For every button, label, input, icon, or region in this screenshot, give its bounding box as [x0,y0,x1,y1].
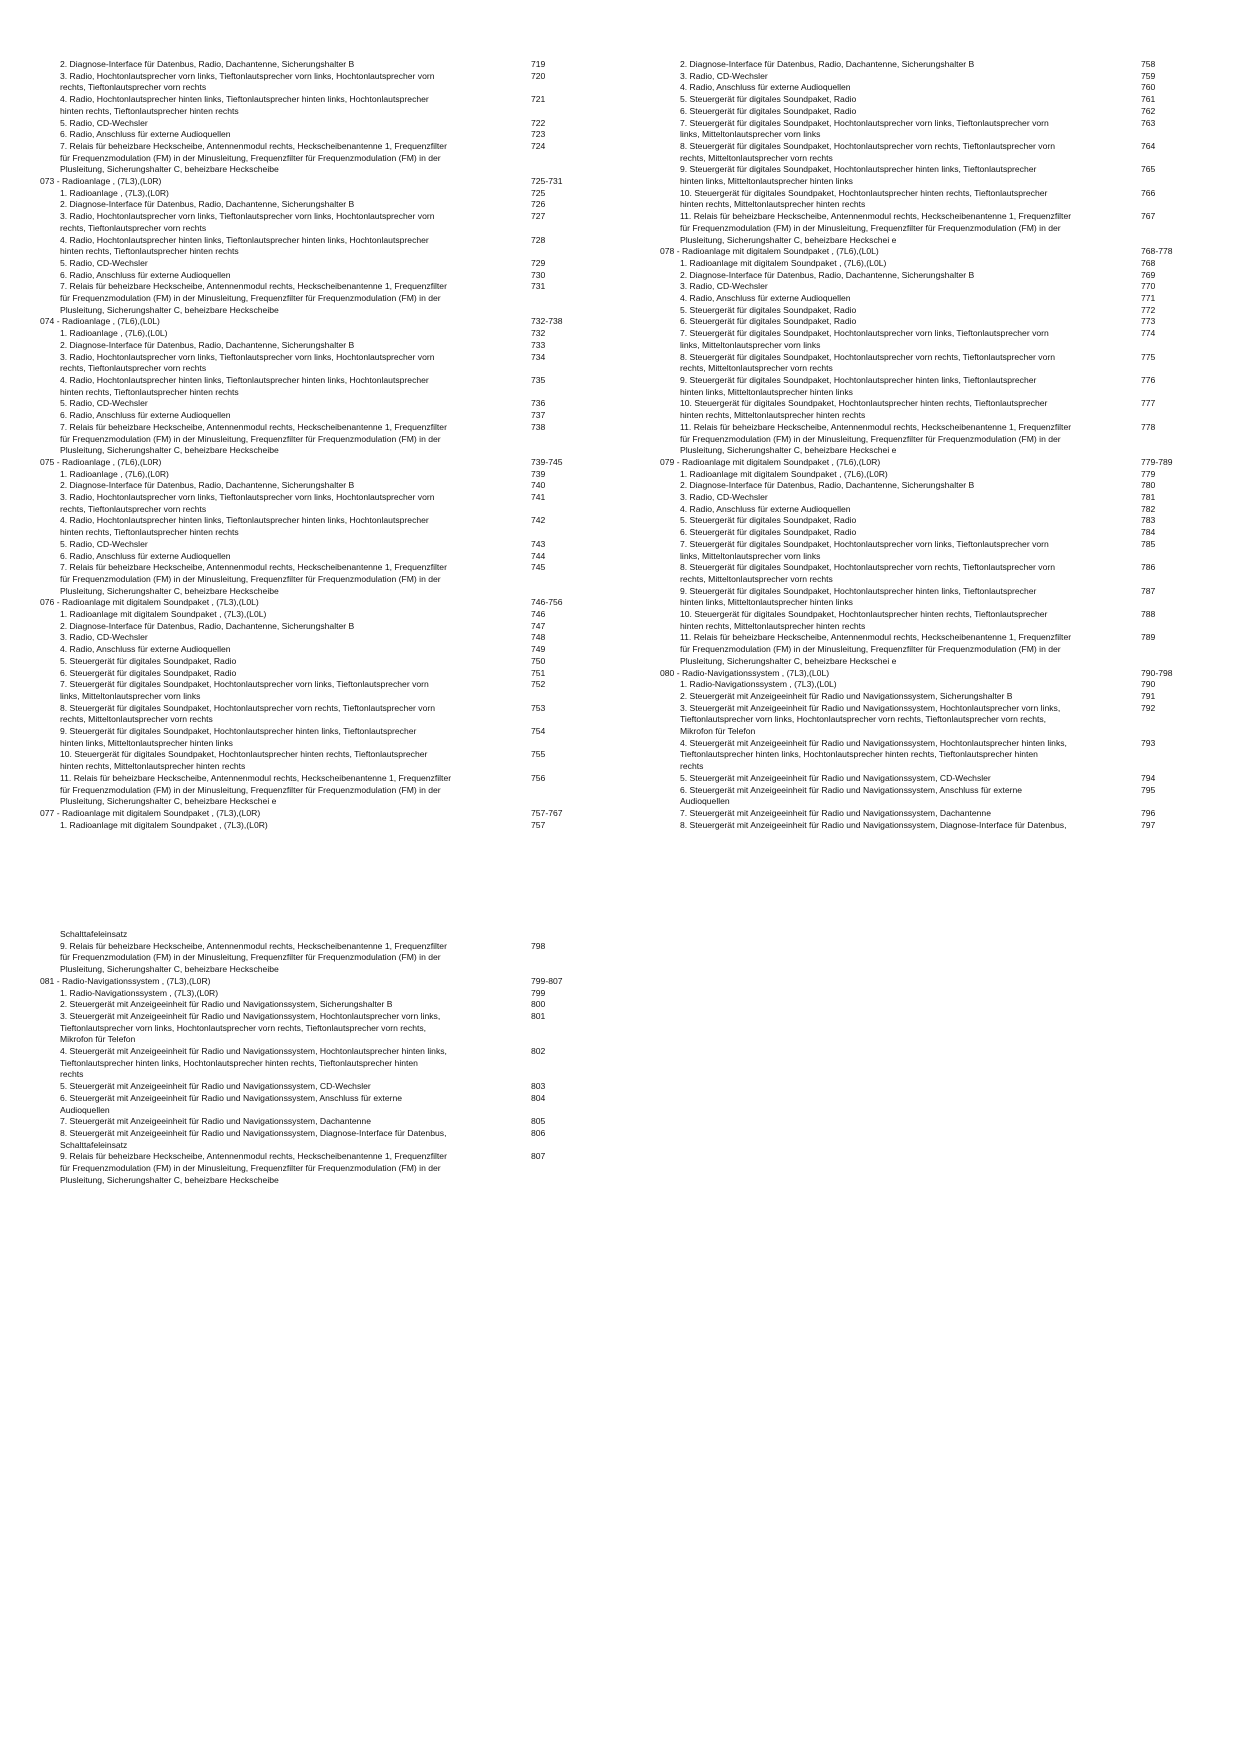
toc-entry [660,422,1205,457]
toc-entry [660,118,1205,141]
toc-entry-title: 8. Steuergerät mit Anzeigeeinheit für Radio und Navigationssystem, Diagnose-Interface für Datenbus, Schalttafeleinsatz [60,1127,447,1150]
toc-entry-title: Schalttafeleinsatz [60,929,128,939]
toc-entry-title: 6. Steuergerät mit Anzeigeeinheit für Radio und Navigationssystem, Anschluss für externe Audioquellen [60,1092,403,1115]
toc-entry-title: 3. Radio, CD-Wechsler [60,632,148,643]
toc-page-number: 806 [531,1127,546,1138]
toc-entry [40,211,585,234]
toc-page-number: 776 [1141,374,1156,385]
toc-entry-title: 080 - Radio-Navigationssystem , (7L3),(L0L) [660,667,830,678]
toc-page-number: 801 [531,1010,546,1021]
toc-page-number: 799 [531,987,546,998]
toc-page-number: 796 [1141,808,1156,818]
toc-entry-title: 7. Relais für beheizbare Heckscheibe, Antennenmodul rechts, Heckscheibenantenne 1, Frequenzfilter für Frequenzmodulation (FM) in der Minusleitung, Frequenzfilter für Frequenzmodulation (FM) in der Plusleitung, Sicherungshalter C, beheizbare Heckscheibe [60,281,447,315]
toc-entry [660,164,1205,187]
toc-page-number: 744 [531,550,546,561]
toc-entry-title: 3. Radio, CD-Wechsler [680,281,768,292]
toc-entry-title: 4. Steuergerät mit Anzeigeeinheit für Radio und Navigationssystem, Hochtonlautsprecher hinten links, Tieftonlautsprecher hinten links, Hochtonlautsprecher hinten rechts, Tieftonlautsprecher hinten rechts [60,1046,447,1080]
toc-entry-title: 077 - Radioanlage mit digitalem Soundpaket , (7L3),(L0R) [40,808,261,818]
toc-entry [40,141,585,176]
toc-entry [660,352,1205,375]
toc-entry-title: 5. Steuergerät für digitales Soundpaket, Radio [680,304,857,315]
toc-entry [660,773,1205,785]
toc-entry [660,504,1205,516]
toc-entry-title: 4. Radio, Anschluss für externe Audioquellen [680,503,851,514]
toc-bottom-column [40,929,585,1186]
toc-entry [660,586,1205,609]
toc-entry-title: 6. Radio, Anschluss für externe Audioquellen [60,410,231,421]
toc-entry [660,211,1205,246]
toc-section-heading [40,176,585,188]
toc-entry-title: 7. Steuergerät für digitales Soundpaket, Hochtonlautsprecher vorn links, Tieftonlautsprecher vorn links, Mitteltonlautsprecher vorn links [680,328,1049,350]
toc-entry-title: 5. Steuergerät mit Anzeigeeinheit für Radio und Navigationssystem, CD-Wechsler [60,1081,371,1092]
toc-page-number: 743 [531,538,546,549]
toc-entry-title: 2. Diagnose-Interface für Datenbus, Radio, Dachantenne, Sicherungshalter B [60,620,355,631]
toc-page-number: 782 [1141,503,1156,514]
toc-entry-title: 5. Radio, CD-Wechsler [60,257,148,268]
toc-page-number: 761 [1141,94,1156,105]
toc-entry-title: 9. Relais für beheizbare Heckscheibe, Antennenmodul rechts, Heckscheibenantenne 1, Frequenzfilter für Frequenzmodulation (FM) in der Minusleitung, Frequenzfilter für Frequenzmodulation (FM) in der Plusleitung, Sicherungshalter C, beheizbare Heckscheibe [60,1151,447,1185]
toc-entry [40,59,585,71]
toc-entry-title: 2. Diagnose-Interface für Datenbus, Radio, Dachantenne, Sicherungshalter B [60,339,355,350]
toc-entry [660,375,1205,398]
toc-entry [660,82,1205,94]
toc-entry-title: 5. Steuergerät mit Anzeigeeinheit für Radio und Navigationssystem, CD-Wechsler [680,772,991,783]
toc-entry [660,469,1205,481]
toc-entry [40,644,585,656]
toc-page-number: 749 [531,644,546,655]
toc-page-number: 736 [531,398,546,409]
toc-entry-title: 11. Relais für beheizbare Heckscheibe, Antennenmodul rechts, Heckscheibenantenne 1, Frequenzfilter für Frequenzmodulation (FM) in der Minusleitung, Frequenzfilter für Frequenzmodulation (FM) in der Plusleitung, Sicherungshalter C, beheizbare Heckschei e [680,211,1072,245]
toc-page-number: 779 [1141,468,1156,479]
toc-entry-title: 2. Steuergerät mit Anzeigeeinheit für Radio und Navigationssystem, Sicherungshalter B [680,690,1013,701]
toc-page-number: 790-798 [1141,667,1173,678]
toc-entry-title: 7. Steuergerät für digitales Soundpaket, Hochtonlautsprecher vorn links, Tieftonlautsprecher vorn links, Mitteltonlautsprecher vorn links [680,117,1049,140]
toc-entry-title: 4. Radio, Anschluss für externe Audioquellen [680,82,851,93]
toc-section-heading [40,976,585,988]
toc-entry [40,609,585,621]
toc-entry-title: 9. Relais für beheizbare Heckscheibe, Antennenmodul rechts, Heckscheibenantenne 1, Frequenzfilter für Frequenzmodulation (FM) in der Minusleitung, Frequenzfilter für Frequenzmodulation (FM) in der Plusleitung, Sicherungshalter C, beheizbare Heckscheibe [60,940,447,975]
toc-entry [40,352,585,375]
toc-page-number: 742 [531,515,546,526]
toc-page-number: 778 [1141,421,1156,432]
toc-entry [40,422,585,457]
toc-page-number: 753 [531,702,546,713]
toc-entry-title: 1. Radioanlage , (7L6),(L0R) [60,468,169,479]
toc-entry [40,551,585,563]
toc-entry [40,480,585,492]
toc-entry [660,691,1205,703]
toc-page-number: 755 [531,749,546,760]
toc-page-number: 771 [1141,293,1156,304]
toc-page-number: 788 [1141,609,1156,620]
toc-entry [40,71,585,94]
toc-page-number: 795 [1141,784,1156,795]
toc-entry [40,258,585,270]
toc-entry [40,656,585,668]
toc-entry-title: 5. Steuergerät für digitales Soundpaket, Radio [680,515,857,526]
toc-page-number: 793 [1141,737,1156,748]
toc-entry-title: 6. Steuergerät für digitales Soundpaket, Radio [680,316,857,327]
toc-entry [40,1116,585,1128]
toc-entry [40,539,585,551]
toc-entry [40,703,585,726]
toc-page-number: 763 [1141,117,1156,128]
toc-entry [40,328,585,340]
toc-entry-title: 6. Steuergerät für digitales Soundpaket, Radio [60,667,237,678]
toc-entry-title: 7. Steuergerät für digitales Soundpaket, Hochtonlautsprecher vorn links, Tieftonlautsprecher vorn links, Mitteltonlautsprecher vorn links [60,679,429,701]
toc-page-number: 752 [531,679,546,690]
toc-section-heading [660,246,1205,258]
toc-entry [660,316,1205,328]
toc-page-number: 780 [1141,480,1156,491]
toc-page-number: 769 [1141,269,1156,280]
toc-entry-title: 11. Relais für beheizbare Heckscheibe, Antennenmodul rechts, Heckscheibenantenne 1, Frequenzfilter für Frequenzmodulation (FM) in der Minusleitung, Frequenzfilter für Frequenzmodulation (FM) in der Plusleitung, Sicherungshalter C, beheizbare Heckschei e [680,421,1072,456]
toc-entry-title: 9. Steuergerät für digitales Soundpaket, Hochtonlautsprecher hinten links, Tieftonlautsprecher hinten links, Mitteltonlautsprecher hinten links [680,374,1037,397]
toc-entry [40,999,585,1011]
toc-entry [660,609,1205,632]
toc-page-number: 786 [1141,562,1156,573]
toc-page-number: 770 [1141,281,1156,292]
toc-entry-title: 2. Diagnose-Interface für Datenbus, Radio, Dachantenne, Sicherungshalter B [680,480,975,491]
toc-entry [40,375,585,398]
toc-entry [660,328,1205,351]
toc-page-number: 731 [531,281,546,292]
toc-entry [40,988,585,1000]
toc-entry [40,1011,585,1046]
toc-entry-title: 9. Steuergerät für digitales Soundpaket, Hochtonlautsprecher hinten links, Tieftonlautsprecher hinten links, Mitteltonlautsprecher hinten links [680,164,1037,187]
toc-page-number: 768 [1141,257,1156,268]
toc-entry-title: 2. Diagnose-Interface für Datenbus, Radio, Dachantenne, Sicherungshalter B [60,199,355,210]
toc-entry-title: 7. Relais für beheizbare Heckscheibe, Antennenmodul rechts, Heckscheibenantenne 1, Frequenzfilter für Frequenzmodulation (FM) in der Minusleitung, Frequenzfilter für Frequenzmodulation (FM) in der Plusleitung, Sicherungshalter C, beheizbare Heckscheibe [60,421,447,456]
toc-page-number: 797 [1141,819,1156,830]
toc-entry-title: 10. Steuergerät für digitales Soundpaket, Hochtonlautsprecher hinten rechts, Tieftonlautsprecher hinten rechts, Mitteltonlautsprecher hinten rechts [680,398,1048,421]
toc-section-heading [660,668,1205,680]
toc-page-number: 733 [531,339,546,350]
toc-entry-title: 4. Radio, Hochtonlautsprecher hinten links, Tieftonlautsprecher hinten links, Hochtonlautsprecher hinten rechts, Tieftonlautsprecher hinten rechts [60,234,429,257]
toc-page-number: 774 [1141,328,1156,339]
toc-page-number: 760 [1141,82,1156,93]
toc-page-number: 745 [531,562,546,573]
toc-page-number: 725 [531,187,546,198]
toc-entry [40,941,585,976]
toc-page-number: 734 [531,351,546,362]
toc-entry [660,738,1205,773]
toc-entry [40,469,585,481]
toc-entry [40,188,585,200]
toc-entry [40,679,585,702]
toc-page-number: 790 [1141,679,1156,690]
toc-entry-title: 11. Relais für beheizbare Heckscheibe, Antennenmodul rechts, Heckscheibenantenne 1, Frequenzfilter für Frequenzmodulation (FM) in der Minusleitung, Frequenzfilter für Frequenzmodulation (FM) in der Plusleitung, Sicherungshalter C, beheizbare Heckschei e [60,772,452,807]
toc-entry-title: 6. Radio, Anschluss für externe Audioquellen [60,129,231,140]
toc-entry-title: 076 - Radioanlage mit digitalem Soundpaket , (7L3),(L0L) [40,597,259,608]
toc-entry [40,726,585,749]
toc-page-number: 789 [1141,632,1156,643]
toc-entry [40,1128,585,1151]
toc-entry [660,293,1205,305]
toc-entry-title: 1. Radioanlage , (7L3),(L0R) [60,187,169,198]
toc-page-number: 773 [1141,316,1156,327]
toc-entry [40,820,585,832]
toc-section-heading [660,457,1205,469]
toc-page-number: 777 [1141,398,1156,409]
toc-entry [40,129,585,141]
toc-entry-title: 6. Radio, Anschluss für externe Audioquellen [60,550,231,561]
toc-entry-title: 6. Steuergerät für digitales Soundpaket, Radio [680,105,857,116]
toc-page-number: 794 [1141,772,1156,783]
toc-entry [660,703,1205,738]
toc-entry-title: 8. Steuergerät für digitales Soundpaket, Hochtonlautsprecher vorn rechts, Tieftonlautsprecher vorn rechts, Mitteltonlautsprecher vorn rechts [680,351,1055,374]
toc-entry-title: 3. Radio, Hochtonlautsprecher vorn links, Tieftonlautsprecher vorn links, Hochtonlautsprecher vorn rechts, Tieftonlautsprecher vorn rechts [60,211,435,233]
toc-entry-title: 8. Steuergerät für digitales Soundpaket, Hochtonlautsprecher vorn rechts, Tieftonlautsprecher vorn rechts, Mitteltonlautsprecher vorn rechts [680,562,1055,584]
toc-entry [40,340,585,352]
toc-entry-title: 5. Radio, CD-Wechsler [60,398,148,409]
toc-entry-title: 3. Radio, CD-Wechsler [680,70,768,81]
toc-entry [660,808,1205,820]
toc-entry [660,679,1205,691]
toc-entry-title: 6. Steuergerät mit Anzeigeeinheit für Radio und Navigationssystem, Anschluss für externe Audioquellen [680,784,1023,807]
toc-entry-title: 5. Radio, CD-Wechsler [60,117,148,128]
toc-right-column [660,59,1205,831]
toc-page-number: 754 [531,726,546,737]
toc-page-number: 772 [1141,304,1156,315]
toc-entry [660,106,1205,118]
toc-entry-title: 9. Steuergerät für digitales Soundpaket, Hochtonlautsprecher hinten links, Tieftonlautsprecher hinten links, Mitteltonlautsprecher hinten links [680,585,1037,608]
toc-page-number: 792 [1141,702,1156,713]
toc-entry-title: 074 - Radioanlage , (7L6),(L0L) [40,316,160,327]
toc-entry-title: 10. Steuergerät für digitales Soundpaket, Hochtonlautsprecher hinten rechts, Tieftonlautsprecher hinten rechts, Mitteltonlautsprecher hinten rechts [60,749,428,772]
toc-section-heading [40,457,585,469]
toc-page-number: 719 [531,59,546,69]
toc-entry-title: 3. Radio, Hochtonlautsprecher vorn links, Tieftonlautsprecher vorn links, Hochtonlautsprecher vorn rechts, Tieftonlautsprecher vorn rechts [60,492,435,514]
toc-entry [40,492,585,515]
toc-entry-title: 4. Radio, Hochtonlautsprecher hinten links, Tieftonlautsprecher hinten links, Hochtonlautsprecher hinten rechts, Tieftonlautsprecher hinten rechts [60,515,429,538]
toc-entry-title: 6. Radio, Anschluss für externe Audioquellen [60,269,231,280]
toc-page-number: 804 [531,1092,546,1103]
toc-page-number: 799-807 [531,975,563,986]
toc-entry-title: 4. Radio, Anschluss für externe Audioquellen [680,293,851,304]
toc-entry-title: 3. Steuergerät mit Anzeigeeinheit für Radio und Navigationssystem, Hochtonlautsprecher vorn links, Tieftonlautsprecher vorn links, Hochtonlautsprecher vorn rechts, Tieftonlautsprecher vorn rechts, Mikrofon für Telefon [680,702,1061,737]
toc-entry-title: 6. Steuergerät für digitales Soundpaket, Radio [680,527,857,538]
toc-entry [40,270,585,282]
toc-entry-title: 079 - Radioanlage mit digitalem Soundpaket , (7L6),(L0R) [660,456,881,467]
toc-entry [660,270,1205,282]
toc-entry-title: 3. Radio, Hochtonlautsprecher vorn links, Tieftonlautsprecher vorn links, Hochtonlautsprecher vorn rechts, Tieftonlautsprecher vorn rechts [60,351,435,374]
toc-entry [660,141,1205,164]
toc-page-number: 762 [1141,105,1156,116]
toc-entry [40,281,585,316]
toc-page-number: 721 [531,94,546,105]
toc-entry-title: 2. Diagnose-Interface für Datenbus, Radio, Dachantenne, Sicherungshalter B [60,480,355,491]
toc-entry-title: 1. Radio-Navigationssystem , (7L3),(L0R) [60,987,219,998]
toc-entry-title: 1. Radioanlage , (7L6),(L0L) [60,328,168,339]
toc-entry [40,235,585,258]
toc-page-number: 759 [1141,70,1156,81]
toc-section-heading [40,316,585,328]
toc-entry-title: 073 - Radioanlage , (7L3),(L0R) [40,176,162,187]
toc-entry-title: 10. Steuergerät für digitales Soundpaket, Hochtonlautsprecher hinten rechts, Tieftonlautsprecher hinten rechts, Mitteltonlautsprecher hinten rechts [680,187,1048,210]
toc-page-number: 727 [531,211,546,222]
toc-section-heading [40,808,585,820]
toc-page-number: 746 [531,609,546,620]
toc-entry [660,820,1205,832]
toc-entry [40,632,585,644]
toc-entry-title: 1. Radio-Navigationssystem , (7L3),(L0L) [680,679,837,690]
toc-entry-title: 7. Steuergerät für digitales Soundpaket, Hochtonlautsprecher vorn links, Tieftonlautsprecher vorn links, Mitteltonlautsprecher vorn links [680,538,1049,561]
toc-page-number: 732 [531,328,546,339]
toc-page-number: 800 [531,999,546,1010]
toc-entry [660,527,1205,539]
toc-entry-title: 4. Radio, Hochtonlautsprecher hinten links, Tieftonlautsprecher hinten links, Hochtonlautsprecher hinten rechts, Tieftonlautsprecher hinten rechts [60,94,429,116]
toc-entry [40,1151,585,1186]
toc-entry-title: 8. Steuergerät für digitales Soundpaket, Hochtonlautsprecher vorn rechts, Tieftonlautsprecher vorn rechts, Mitteltonlautsprecher vorn rechts [60,702,435,725]
toc-page-number: 758 [1141,59,1156,69]
toc-entry [660,492,1205,504]
toc-entry [40,621,585,633]
toc-entry [40,515,585,538]
toc-page-number: 787 [1141,585,1156,596]
toc-entry-title: 2. Steuergerät mit Anzeigeeinheit für Radio und Navigationssystem, Sicherungshalter B [60,999,393,1010]
toc-entry [40,1093,585,1116]
toc-entry [40,94,585,117]
toc-entry-title: 075 - Radioanlage , (7L6),(L0R) [40,456,162,467]
toc-entry-title: 3. Radio, CD-Wechsler [680,492,768,503]
toc-entry-title: 8. Steuergerät mit Anzeigeeinheit für Radio und Navigationssystem, Diagnose-Interface für Datenbus, [680,819,1067,830]
toc-page-number: 729 [531,257,546,268]
toc-entry-title: 2. Diagnose-Interface für Datenbus, Radio, Dachantenne, Sicherungshalter B [680,59,975,69]
toc-page-number: 775 [1141,351,1156,362]
toc-page-number: 757 [531,819,546,830]
toc-entry [40,398,585,410]
toc-page-number: 740 [531,480,546,491]
toc-entry-title: 1. Radioanlage mit digitalem Soundpaket , (7L6),(L0L) [680,257,887,268]
toc-page-number: 726 [531,199,546,210]
toc-page-number: 722 [531,117,546,128]
toc-page-number: 735 [531,374,546,385]
toc-entry [40,1046,585,1081]
toc-entry-title: 11. Relais für beheizbare Heckscheibe, Antennenmodul rechts, Heckscheibenantenne 1, Frequenzfilter für Frequenzmodulation (FM) in der Minusleitung, Frequenzfilter für Frequenzmodulation (FM) in der Plusleitung, Sicherungshalter C, beheizbare Heckschei e [680,632,1072,666]
toc-page-number: 805 [531,1116,546,1127]
toc-entry-title: 7. Steuergerät mit Anzeigeeinheit für Radio und Navigationssystem, Dachantenne [680,808,991,818]
toc-entry-title: 4. Radio, Hochtonlautsprecher hinten links, Tieftonlautsprecher hinten links, Hochtonlautsprecher hinten rechts, Tieftonlautsprecher hinten rechts [60,374,429,397]
toc-entry-title: 1. Radioanlage mit digitalem Soundpaket , (7L3),(L0R) [60,819,268,830]
toc-entry [660,539,1205,562]
toc-entry [660,480,1205,492]
toc-section-heading [40,597,585,609]
toc-entry [660,305,1205,317]
toc-entry [660,785,1205,808]
toc-entry [40,668,585,680]
toc-entry-title: 7. Steuergerät mit Anzeigeeinheit für Radio und Navigationssystem, Dachantenne [60,1116,371,1127]
toc-page-number: 803 [531,1081,546,1092]
toc-entry [660,632,1205,667]
toc-entry [40,773,585,808]
toc-entry-title: 7. Relais für beheizbare Heckscheibe, Antennenmodul rechts, Heckscheibenantenne 1, Frequenzfilter für Frequenzmodulation (FM) in der Minusleitung, Frequenzfilter für Frequenzmodulation (FM) in der Plusleitung, Sicherungshalter C, beheizbare Heckscheibe [60,140,447,175]
toc-page-number: 791 [1141,690,1156,701]
toc-entry-title: 5. Radio, CD-Wechsler [60,538,148,549]
toc-entry-title: 7. Relais für beheizbare Heckscheibe, Antennenmodul rechts, Heckscheibenantenne 1, Frequenzfilter für Frequenzmodulation (FM) in der Minusleitung, Frequenzfilter für Frequenzmodulation (FM) in der Plusleitung, Sicherungshalter C, beheizbare Heckscheibe [60,562,447,596]
toc-page-number: 728 [531,234,546,245]
toc-page-number: 802 [531,1046,546,1057]
toc-entry [660,94,1205,106]
toc-page-number: 783 [1141,515,1156,526]
toc-entry [660,258,1205,270]
toc-page-number: 739-745 [531,456,563,467]
toc-entry-title: 3. Steuergerät mit Anzeigeeinheit für Radio und Navigationssystem, Hochtonlautsprecher vorn links, Tieftonlautsprecher vorn links, Hochtonlautsprecher vorn rechts, Tieftonlautsprecher vorn rechts, Mikrofon für Telefon [60,1010,441,1045]
toc-left-column [40,59,585,831]
toc-page-number: 720 [531,70,546,81]
toc-page-number: 807 [531,1151,546,1162]
toc-page-number: 751 [531,667,546,678]
toc-entry-title: 5. Steuergerät für digitales Soundpaket, Radio [680,94,857,105]
toc-page-number: 785 [1141,538,1156,549]
toc-page-number: 724 [531,140,546,151]
toc-page-number: 732-738 [531,316,563,327]
toc-page-number: 768-778 [1141,246,1173,257]
toc-page-number: 746-756 [531,597,563,608]
toc-page-number: 784 [1141,527,1156,538]
toc-page-number: 757-767 [531,808,563,818]
toc-entry-title: 4. Steuergerät mit Anzeigeeinheit für Radio und Navigationssystem, Hochtonlautsprecher hinten links, Tieftonlautsprecher hinten links, Hochtonlautsprecher hinten rechts, Tieftonlautsprecher hinten rechts [680,737,1067,772]
toc-page-number: 779-789 [1141,456,1173,467]
toc-entry-title: 1. Radioanlage mit digitalem Soundpaket , (7L6),(L0R) [680,468,888,479]
toc-entry [40,1081,585,1093]
toc-page-number: 730 [531,269,546,280]
toc-entry [660,398,1205,421]
toc-page-number: 737 [531,410,546,421]
toc-entry [660,515,1205,527]
toc-page-number: 756 [531,772,546,783]
toc-entry-title: 1. Radioanlage mit digitalem Soundpaket , (7L3),(L0L) [60,609,267,620]
toc-page-number: 765 [1141,164,1156,175]
toc-entry [660,59,1205,71]
toc-entry-title: 8. Steuergerät für digitales Soundpaket, Hochtonlautsprecher vorn rechts, Tieftonlautsprecher vorn rechts, Mitteltonlautsprecher vorn rechts [680,140,1055,163]
toc-page-number: 766 [1141,187,1156,198]
toc-entry-title: 10. Steuergerät für digitales Soundpaket, Hochtonlautsprecher hinten rechts, Tieftonlautsprecher hinten rechts, Mitteltonlautsprecher hinten rechts [680,609,1048,631]
toc-page-number: 725-731 [531,176,563,187]
toc-entry [660,71,1205,83]
toc-page-number: 798 [531,940,546,951]
toc-page-number: 781 [1141,492,1156,503]
toc-page-number: 767 [1141,211,1156,222]
toc-entry [660,281,1205,293]
toc-entry [40,749,585,772]
toc-page-number: 739 [531,468,546,479]
toc-entry-title: 2. Diagnose-Interface für Datenbus, Radio, Dachantenne, Sicherungshalter B [680,269,975,280]
toc-entry-title: 2. Diagnose-Interface für Datenbus, Radio, Dachantenne, Sicherungshalter B [60,59,355,69]
toc-entry-title: 4. Radio, Anschluss für externe Audioquellen [60,644,231,655]
toc-entry [40,562,585,597]
toc-page-number: 738 [531,421,546,432]
toc-entry [660,562,1205,585]
toc-page-number: 747 [531,620,546,631]
toc-page-number: 750 [531,655,546,666]
toc-page-number: 741 [531,492,546,503]
toc-entry-title: 5. Steuergerät für digitales Soundpaket, Radio [60,655,237,666]
toc-page-number: 748 [531,632,546,643]
toc-entry-title: 9. Steuergerät für digitales Soundpaket, Hochtonlautsprecher hinten links, Tieftonlautsprecher hinten links, Mitteltonlautsprecher hinten links [60,726,417,748]
toc-entry [660,188,1205,211]
toc-entry [40,118,585,130]
toc-entry-title: 3. Radio, Hochtonlautsprecher vorn links, Tieftonlautsprecher vorn links, Hochtonlautsprecher vorn rechts, Tieftonlautsprecher vorn rechts [60,70,435,93]
toc-entry [40,410,585,422]
toc-entry-title: 081 - Radio-Navigationssystem , (7L3),(L0R) [40,975,211,986]
toc-page-number: 764 [1141,140,1156,151]
toc-entry-title: 078 - Radioanlage mit digitalem Soundpaket , (7L6),(L0L) [660,246,879,257]
toc-entry [40,929,585,941]
toc-entry [40,199,585,211]
toc-page-number: 723 [531,129,546,140]
